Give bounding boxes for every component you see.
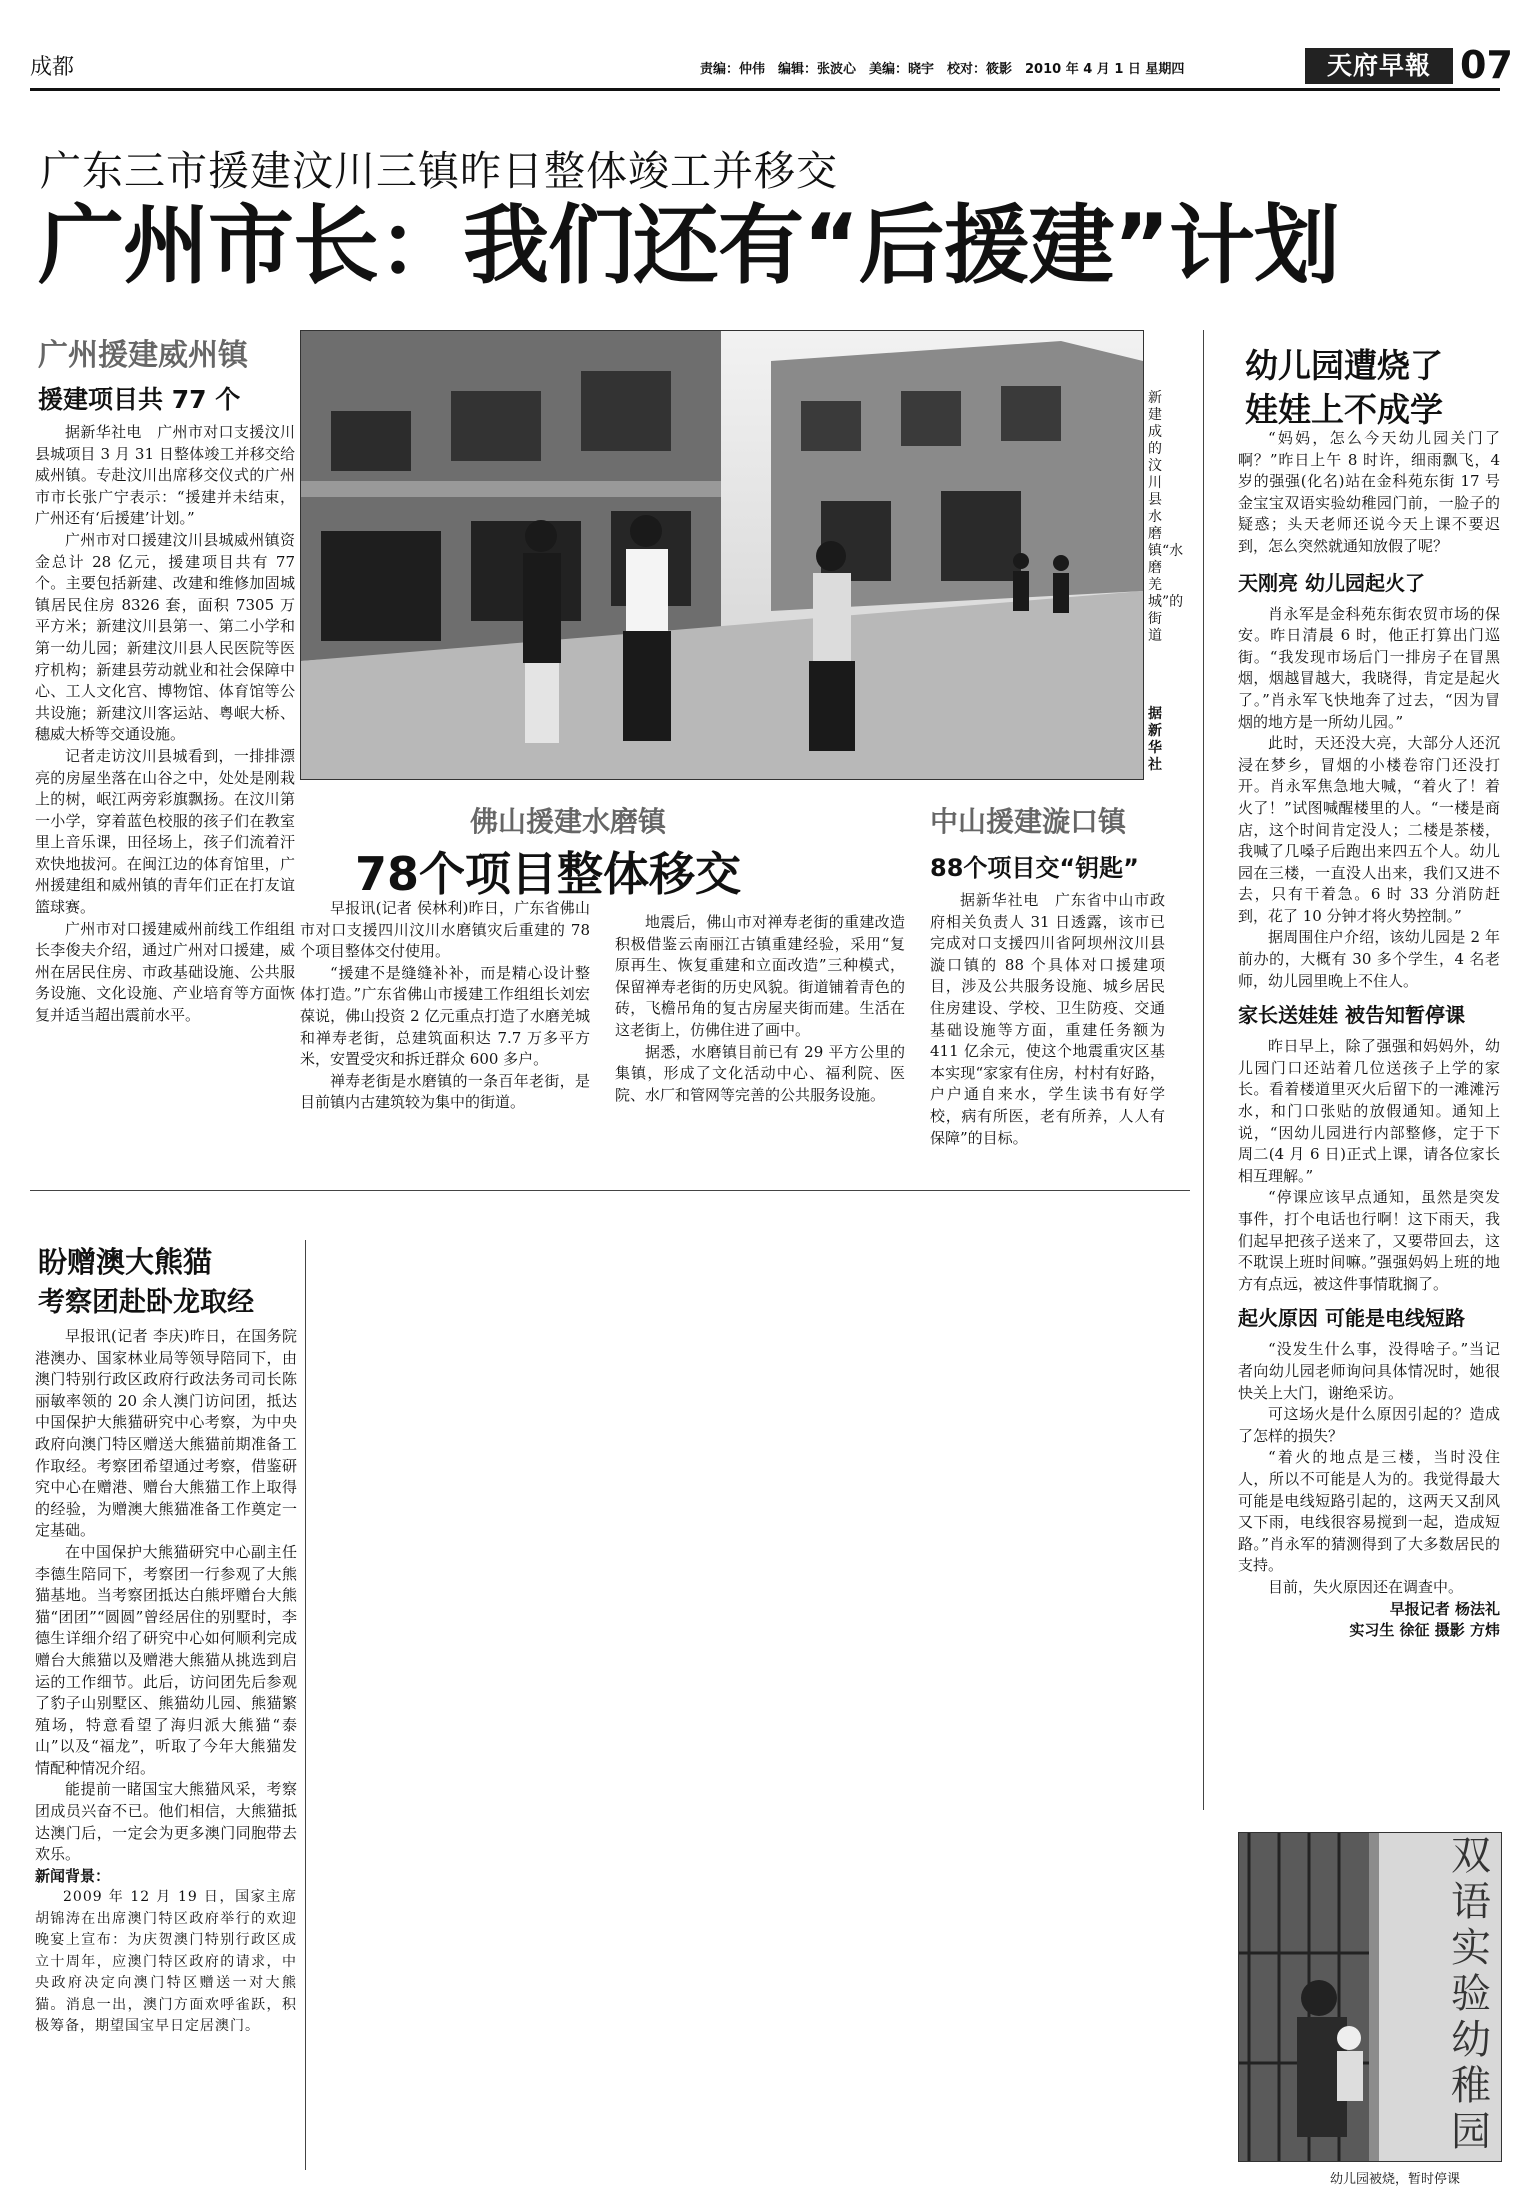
paragraph: 昨日早上，除了强强和妈妈外，幼儿园门口还站着几位送孩子上学的家长。看着楼道里灭火后留下的一滩滩污水，和门口张贴的放假通知。通知上说，“因幼儿园进行内部整修，定于下周二(4 月 6 日)正式上课，请各位家长相互理解。” bbox=[1238, 1037, 1500, 1185]
page-number: 07 bbox=[1460, 43, 1513, 87]
kindergarten-headline-2: 娃娃上不成学 bbox=[1245, 390, 1443, 429]
paragraph: 据新华社电 广东省中山市政府相关负责人 31 日透露，该市已完成对口支援四川省阿坝州汶川县漩口镇的 88 个具体对口援建项目，涉及公共服务设施、城乡居民住房建设、学校、卫生防疫、交通基础设施等方面，重建任务额为 411 亿余元，使这个地震重灾区基本实现“家家有住房，村村有好路，户户通自来水，学生读书有好学校，病有所医，老有所养，人人有保障”的目标。 bbox=[930, 891, 1165, 1147]
guangzhou-title: 广州援建威州镇 bbox=[38, 338, 248, 373]
main-photo-caption: 新建成的汶川县水磨镇“水磨羌城”的街道 bbox=[1148, 390, 1184, 644]
subhead: 家长送娃娃 被告知暂停课 bbox=[1238, 1003, 1465, 1028]
paragraph: 早报讯(记者 李庆)昨日，在国务院港澳办、国家林业局等领导陪同下，由澳门特别行政区政府行政法务司司长陈丽敏率领的 20 余人澳门访问团，抵达中国保护大熊猫研究中心考察，为中央政府向澳门特区赠送大熊猫前期准备工作取经。考察团希望通过考察，借鉴研究中心在赠港、赠台大熊猫工作上取得的经验，为赠澳大熊猫准备工作奠定一定基础。 bbox=[35, 1327, 297, 1540]
paragraph: 可这场火是什么原因引起的？造成了怎样的损失？ bbox=[1238, 1405, 1500, 1445]
subhead: 天刚亮 幼儿园起火了 bbox=[1238, 570, 1425, 595]
byline: 早报记者 杨法礼 bbox=[1389, 1599, 1500, 1618]
panda-headline-2: 考察团赴卧龙取经 bbox=[38, 1287, 254, 1318]
foshan-col-1 bbox=[300, 898, 590, 1114]
paragraph: 据新华社电 广州市对口支援汶川县城项目 3 月 31 日整体竣工并移交给威州镇。专赴汶川出席移交仪式的广州市市长张广宁表示：“援建并未结束，广州还有‘后援建’计划。” bbox=[35, 423, 295, 528]
paragraph: “着火的地点是三楼，当时没住人，所以不可能是人为的。我觉得最大可能是电线短路引起的，这两天又刮风又下雨，电线很容易搅到一起，造成短路。”肖永军的猜测得到了大多数居民的支持。 bbox=[1238, 1448, 1500, 1575]
header-rule bbox=[30, 88, 1500, 91]
newspaper-logo bbox=[1305, 48, 1453, 84]
panda-headline-1: 盼赠澳大熊猫 bbox=[38, 1245, 213, 1279]
paragraph: 能提前一睹国宝大熊猫风采，考察团成员兴奋不已。他们相信，大熊猫抵达澳门后，一定会为更多澳门同胞带去欢乐。 bbox=[35, 1780, 297, 1864]
background-text: 2009 年 12 月 19 日，国家主席胡锦涛在出席澳门特区政府举行的欢迎晚宴上宣布：为庆贺澳门特别行政区成立十周年，应澳门特区政府的请求，中央政府决定向澳门特区赠送一对大熊猫。消息一出，澳门方面欢呼雀跃，积极筹备，期望国宝早日定居澳门。 bbox=[35, 1889, 297, 2035]
subhead: 起火原因 可能是电线短路 bbox=[1238, 1306, 1465, 1331]
paragraph: 肖永军是金科苑东街农贸市场的保安。昨日清晨 6 时，他正打算出门巡街。“我发现市场后门一排房子在冒黑烟，烟越冒越大，我晓得，肯定是起火了。”肖永军飞快地奔了过去，“因为冒烟的地方是一所幼儿园。” bbox=[1238, 604, 1500, 731]
zhongshan-title: 中山援建漩口镇 bbox=[930, 805, 1127, 838]
kindergarten-sign-text: 双语实验幼稚园 bbox=[1451, 1833, 1491, 2155]
paragraph: 广州市对口援建威州前线工作组组长李俊夫介绍，通过广州对口援建，威州在居民住房、市政基础设施、公共服务设施、文化设施、产业培育等方面恢复并适当超出震前水平。 bbox=[35, 919, 295, 1025]
main-headline: 广州市长：我们还有“后援建”计划 bbox=[38, 196, 1340, 296]
zhongshan-subtitle: 88个项目交“钥匙” bbox=[930, 854, 1139, 882]
paragraph: 禅寿老街是水磨镇的一条百年老街，是目前镇内古建筑较为集中的街道。 bbox=[300, 1071, 590, 1112]
page-credits: 责编：仲伟 编辑：张波心 美编：晓宇 校对：筱影 2010 年 4 月 1 日 星期四 bbox=[700, 62, 1185, 77]
zhongshan-body bbox=[930, 890, 1165, 1149]
paragraph: 记者走访汶川县城看到，一排排漂亮的房屋坐落在山谷之中，处处是刚栽上的树，岷江两旁彩旗飘扬。在汶川第一小学，穿着蓝色校服的孩子们在教室里上音乐课，田径场上，孩子们流着汗欢快地拔河。在闽江边的体育馆里，广州援建组和威州镇的青年们正在打友谊篮球赛。 bbox=[35, 746, 295, 917]
paragraph: 地震后，佛山市对禅寿老街的重建改造积极借鉴云南丽江古镇重建经验，采用“复原再生、恢复重建和立面改造”三种模式，保留禅寿老街的历史风貌。街道铺着青色的砖，飞檐吊角的复古房屋夹街而建。生活在这老街上，仿佛住进了画中。 bbox=[615, 913, 905, 1039]
panda-divider bbox=[305, 1240, 306, 2170]
story-divider bbox=[30, 1190, 1190, 1191]
street-scene-image bbox=[301, 331, 1143, 779]
paragraph: 早报讯(记者 侯林利)昨日，广东省佛山市对口支援四川汶川水磨镇灾后重建的 78 个项目整体交付使用。 bbox=[300, 899, 590, 961]
kindergarten-photo-caption: 幼儿园被烧，暂时停课 bbox=[1330, 2172, 1461, 2187]
byline: 实习生 徐征 摄影 方炜 bbox=[1349, 1621, 1500, 1640]
foshan-col-2 bbox=[615, 912, 905, 1106]
foshan-title: 佛山援建水磨镇 bbox=[470, 805, 667, 838]
panda-body bbox=[35, 1326, 297, 2038]
newspaper-logo-text: 天府早報 bbox=[1326, 51, 1431, 80]
section-name: 成都 bbox=[30, 55, 75, 80]
main-photo bbox=[300, 330, 1144, 780]
paragraph: “援建不是缝缝补补，而是精心设计整体打造。”广东省佛山市援建工作组组长刘宏葆说，佛山投资 2 亿元重点打造了水磨羌城和禅寿老街，总建筑面积达 7.7 万多平方米，安置受灾和拆迁群众 600 多户。 bbox=[300, 963, 590, 1069]
kindergarten-photo bbox=[1238, 1832, 1502, 2162]
guangzhou-body bbox=[35, 422, 295, 1027]
guangzhou-subtitle: 援建项目共 77 个 bbox=[38, 385, 241, 414]
kindergarten-headline-1: 幼儿园遭烧了 bbox=[1245, 346, 1443, 385]
foshan-headline: 78个项目整体移交 bbox=[355, 847, 742, 901]
paragraph: 此时，天还没大亮，大部分人还沉浸在梦乡，冒烟的小楼卷帘门还没打开。肖永军焦急地大喊，“着火了！着火了！”试图喊醒楼里的人。“一楼是商店，这个时间肯定没人；二楼是茶楼，我喊了几嗓子后跑出来四五个人。幼儿园在三楼，一直没人出来，我们又进不去，只有干着急。6 时 33 分消防赶到，花了 10 分钟才将火势控制。” bbox=[1238, 734, 1500, 925]
paragraph: 广州市对口援建汶川县城威州镇资金总计 28 亿元，援建项目共有 77 个。主要包括新建、改建和维修加固城镇居民住房 8326 套，面积 7305 万平方米；新建汶川县第一、第二小学和第一幼儿园；新建汶川县人民医院等医疗机构；新建县劳动就业和社会保障中心、工人文化宫、博物馆、体育馆等公共设施；新建汶川客运站、粤岷大桥、穗威大桥等交通设施。 bbox=[35, 530, 295, 744]
column-divider bbox=[1203, 330, 1204, 1810]
paragraph: 目前，失火原因还在调查中。 bbox=[1268, 1577, 1464, 1596]
paragraph: “停课应该早点通知，虽然是突发事件，打个电话也行啊！这下雨天，我们起早把孩子送来了，又要带回去，这不耽误上班时间嘛。”强强妈妈上班的地方有点远，被这件事情耽搁了。 bbox=[1238, 1188, 1500, 1293]
main-photo-credit: 据新华社 bbox=[1148, 706, 1162, 773]
kindergarten-body bbox=[1238, 428, 1500, 1642]
paragraph: “妈妈，怎么今天幼儿园关门了啊？”昨日上午 8 时许，细雨飘飞，4 岁的强强(化名)站在金科苑东街 17 号金宝宝双语实验幼稚园门前，一脸子的疑惑；头天老师还说今天上课不要迟到，怎么突然就通知放假了呢？ bbox=[1238, 429, 1500, 555]
paragraph: 据周围住户介绍，该幼儿园是 2 年前办的，大概有 30 多个学生，4 名老师，幼儿园里晚上不住人。 bbox=[1238, 928, 1500, 990]
kicker: 广东三市援建汶川三镇昨日整体竣工并移交 bbox=[40, 147, 838, 195]
background-label: 新闻背景： bbox=[35, 1866, 111, 1885]
paragraph: 据悉，水磨镇目前已有 29 平方公里的集镇，形成了文化活动中心、福利院、医院、水厂和管网等完善的公共服务设施。 bbox=[615, 1042, 905, 1104]
paragraph: “没发生什么事，没得啥子。”当记者向幼儿园老师询问具体情况时，她很快关上大门，谢绝采访。 bbox=[1238, 1340, 1500, 1402]
paragraph: 在中国保护大熊猫研究中心副主任李德生陪同下，考察团一行参观了大熊猫基地。当考察团抵达白熊坪赠台大熊猫“团团”“圆圆”曾经居住的别墅时，李德生详细介绍了研究中心如何顺利完成赠台大熊猫以及赠港大熊猫从挑选到启运的工作细节。此后，访问团先后参观了豹子山别墅区、熊猫幼儿园、熊猫繁殖场，特意看望了海归派大熊猫“泰山”以及“福龙”，听取了今年大熊猫发情配种情况介绍。 bbox=[35, 1542, 297, 1777]
